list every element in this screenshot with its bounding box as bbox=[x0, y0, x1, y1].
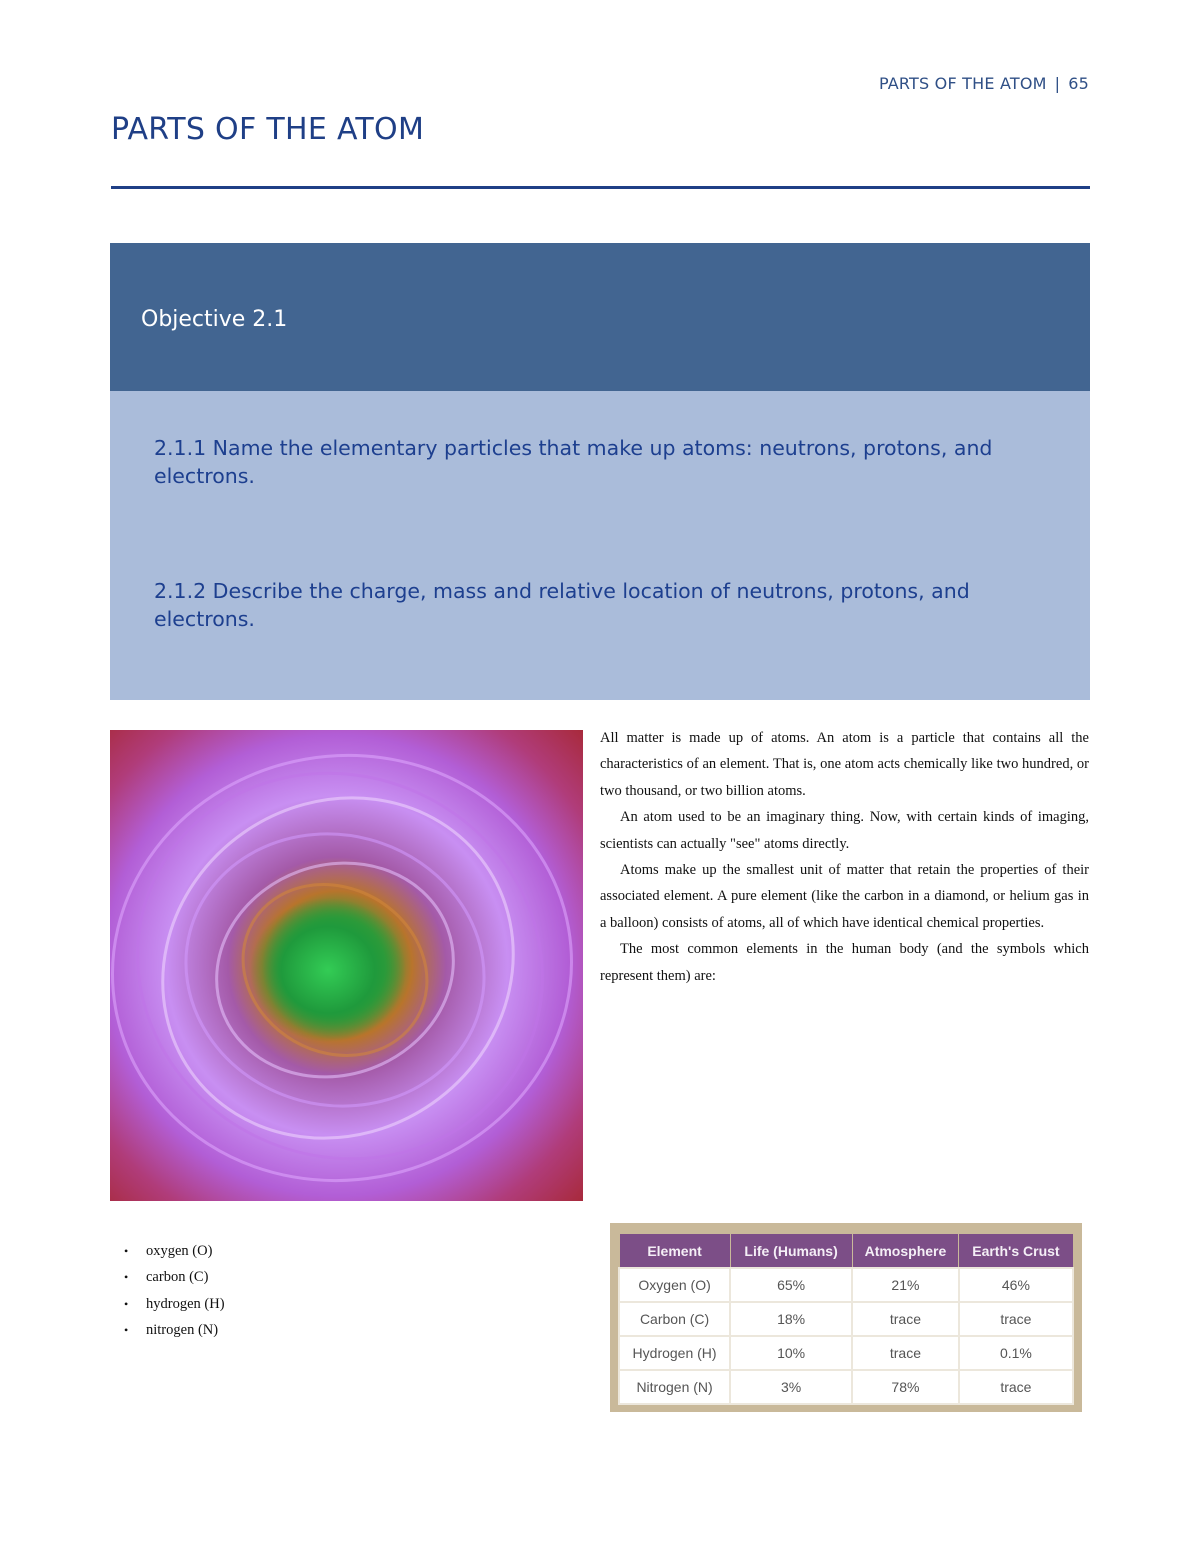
list-item: • hydrogen (H) bbox=[124, 1291, 225, 1317]
running-header bbox=[879, 74, 1089, 93]
table-cell: trace bbox=[959, 1370, 1073, 1404]
table-header-cell: Life (Humans) bbox=[730, 1234, 852, 1269]
elements-list bbox=[124, 1238, 225, 1344]
body-paragraph: An atom used to be an imaginary thing. Now, with certain kinds of imaging, scientists can actually "see" atoms directly. bbox=[600, 809, 1089, 852]
table-cell: Hydrogen (H) bbox=[619, 1336, 730, 1370]
table-header-cell: Earth's Crust bbox=[959, 1234, 1073, 1269]
body-paragraph: The most common elements in the human body (and the symbols which represent them) are: bbox=[600, 941, 1089, 984]
atom-image-art bbox=[110, 730, 583, 1201]
table-row bbox=[619, 1268, 1073, 1302]
table-cell: 10% bbox=[730, 1336, 852, 1370]
table-cell: 3% bbox=[730, 1370, 852, 1404]
page-number: 65 bbox=[1068, 74, 1089, 93]
objective-item: 2.1.1 Name the elementary particles that make up atoms: neutrons, protons, and electrons. bbox=[154, 436, 993, 488]
page-title: PARTS OF THE ATOM bbox=[111, 112, 425, 147]
list-item: • oxygen (O) bbox=[124, 1238, 225, 1264]
list-item: • nitrogen (N) bbox=[124, 1317, 225, 1343]
element-abundance-table-image bbox=[610, 1223, 1082, 1412]
table-header-cell: Element bbox=[619, 1234, 730, 1269]
objective-header bbox=[110, 243, 1090, 391]
list-item: • carbon (C) bbox=[124, 1264, 225, 1290]
element-abundance-table bbox=[618, 1233, 1074, 1405]
running-header-separator: | bbox=[1054, 74, 1061, 93]
body-text bbox=[600, 725, 1089, 989]
table-cell: 78% bbox=[852, 1370, 959, 1404]
table-cell: trace bbox=[852, 1336, 959, 1370]
table-cell: 65% bbox=[730, 1268, 852, 1302]
table-row bbox=[619, 1302, 1073, 1336]
objective-item: 2.1.2 Describe the charge, mass and relative location of neutrons, protons, and electrons. bbox=[154, 579, 970, 631]
table-header-row bbox=[619, 1234, 1073, 1269]
table-cell: 18% bbox=[730, 1302, 852, 1336]
table-row bbox=[619, 1370, 1073, 1404]
table-cell: 46% bbox=[959, 1268, 1073, 1302]
objective-body bbox=[110, 391, 1090, 700]
table-cell: Carbon (C) bbox=[619, 1302, 730, 1336]
body-paragraph: Atoms make up the smallest unit of matter that retain the properties of their associated element. A pure element (like the carbon in a diamond, or helium gas in a balloon) consists of atoms, all of which have identical chemical properties. bbox=[600, 862, 1089, 931]
objective-heading: Objective 2.1 bbox=[141, 307, 288, 332]
table-cell: 21% bbox=[852, 1268, 959, 1302]
table-cell: Nitrogen (N) bbox=[619, 1370, 730, 1404]
table-cell: Oxygen (O) bbox=[619, 1268, 730, 1302]
table-cell: trace bbox=[852, 1302, 959, 1336]
running-header-section: PARTS OF THE ATOM bbox=[878, 74, 1047, 93]
atom-image bbox=[110, 730, 583, 1201]
body-paragraph: All matter is made up of atoms. An atom is a particle that contains all the characteristics of an element. That is, one atom acts chemically like two hundred, or two thousand, or two billion atoms. bbox=[600, 730, 1089, 799]
table-cell: 0.1% bbox=[959, 1336, 1073, 1370]
table-row bbox=[619, 1336, 1073, 1370]
table-header-cell: Atmosphere bbox=[852, 1234, 959, 1269]
title-divider bbox=[111, 186, 1090, 189]
table-cell: trace bbox=[959, 1302, 1073, 1336]
